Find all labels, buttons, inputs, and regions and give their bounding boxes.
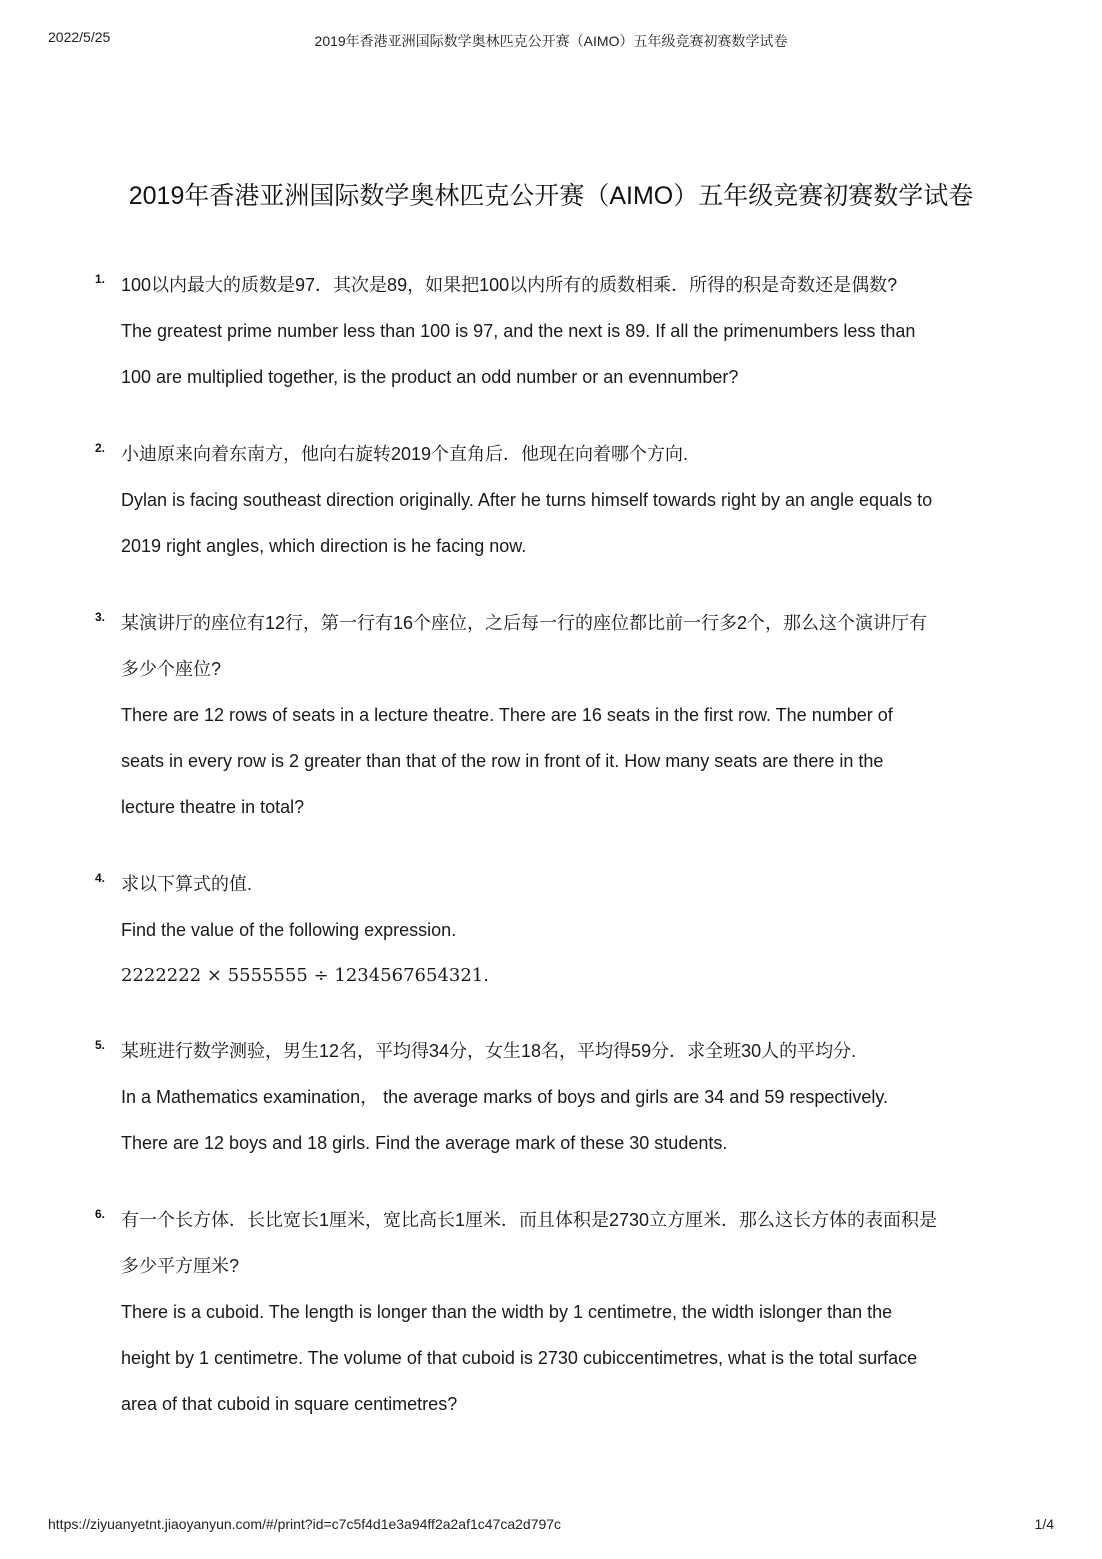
question-text-line: There is a cuboid. The length is longer than the width by 1 centimetre, the width islonger than the (121, 1302, 893, 1322)
question-text-line: 有一个长方体．长比宽长1厘米，宽比高长1厘米．而且体积是2730立方厘米．那么这长方体的表面积是 (121, 1210, 938, 1230)
math-expression: 2222222 × 5555555 ÷ 1234567654321. (121, 965, 489, 986)
question-number: 5. (95, 1038, 106, 1052)
page-url: https://ziyuanyetnt.jiaoyanyun.com/#/print?id=c7c5f4d1e3a94ff2a2af1c47ca2d797c (48, 1516, 562, 1532)
question-text-line: 某班进行数学测验，男生12名，平均得34分，女生18名，平均得59分．求全班30人的平均分. (121, 1041, 857, 1061)
question-number: 1. (95, 272, 106, 286)
question-text-line: 100以内最大的质数是97．其次是89，如果把100以内所有的质数相乘．所得的积是奇数还是偶数? (121, 275, 898, 295)
print-header (0, 29, 1102, 49)
question-text-line: In a Mathematics examination， the average marks of boys and girls are 34 and 59 respectively. (121, 1087, 889, 1107)
question-number: 4. (95, 871, 106, 885)
question-text-line: area of that cuboid in square centimetres? (121, 1394, 458, 1414)
question-text-line: 求以下算式的值. (121, 874, 253, 894)
question-text-line: 多少个座位? (121, 659, 222, 679)
document-title: 2019年香港亚洲国际数学奥林匹克公开赛（AIMO）五年级竞赛初赛数学试卷 (128, 182, 974, 210)
question-text-line: Dylan is facing southeast direction originally. After he turns himself towards right by an angle equals to (121, 490, 933, 510)
print-date: 2022/5/25 (48, 29, 111, 45)
question-text-line: 多少平方厘米? (121, 1256, 240, 1276)
question-text-line: 2019 right angles, which direction is he facing now. (121, 536, 527, 556)
question-text-line: There are 12 boys and 18 girls. Find the average mark of these 30 students. (121, 1133, 728, 1153)
question-text-line: 某演讲厅的座位有12行，第一行有16个座位，之后每一行的座位都比前一行多2个，那么这个演讲厅有 (121, 613, 928, 633)
question-number: 6. (95, 1207, 106, 1221)
question-text-line: There are 12 rows of seats in a lecture theatre. There are 16 seats in the first row. The number of (121, 705, 893, 725)
question-text-line: lecture theatre in total? (121, 797, 305, 817)
question-number: 3. (95, 610, 106, 624)
question-text-line: 100 are multiplied together, is the product an odd number or an evennumber? (121, 367, 739, 387)
question-text-line: 小迪原来向着东南方，他向右旋转2019个直角后．他现在向着哪个方向. (121, 444, 689, 464)
question-number: 2. (95, 441, 106, 455)
page-number: 1/4 (1034, 1516, 1054, 1532)
question-text-line: The greatest prime number less than 100 is 97, and the next is 89. If all the primenumbers less than (121, 321, 916, 341)
question-text-line: Find the value of the following expression. (121, 920, 457, 940)
question-text-line: seats in every row is 2 greater than that of the row in front of it. How many seats are there in the (121, 751, 884, 771)
question-text-line: height by 1 centimetre. The volume of that cuboid is 2730 cubiccentimetres, what is the total surface (121, 1348, 918, 1368)
print-header-title: 2019年香港亚洲国际数学奥林匹克公开赛（AIMO）五年级竞赛初赛数学试卷 (314, 33, 788, 49)
